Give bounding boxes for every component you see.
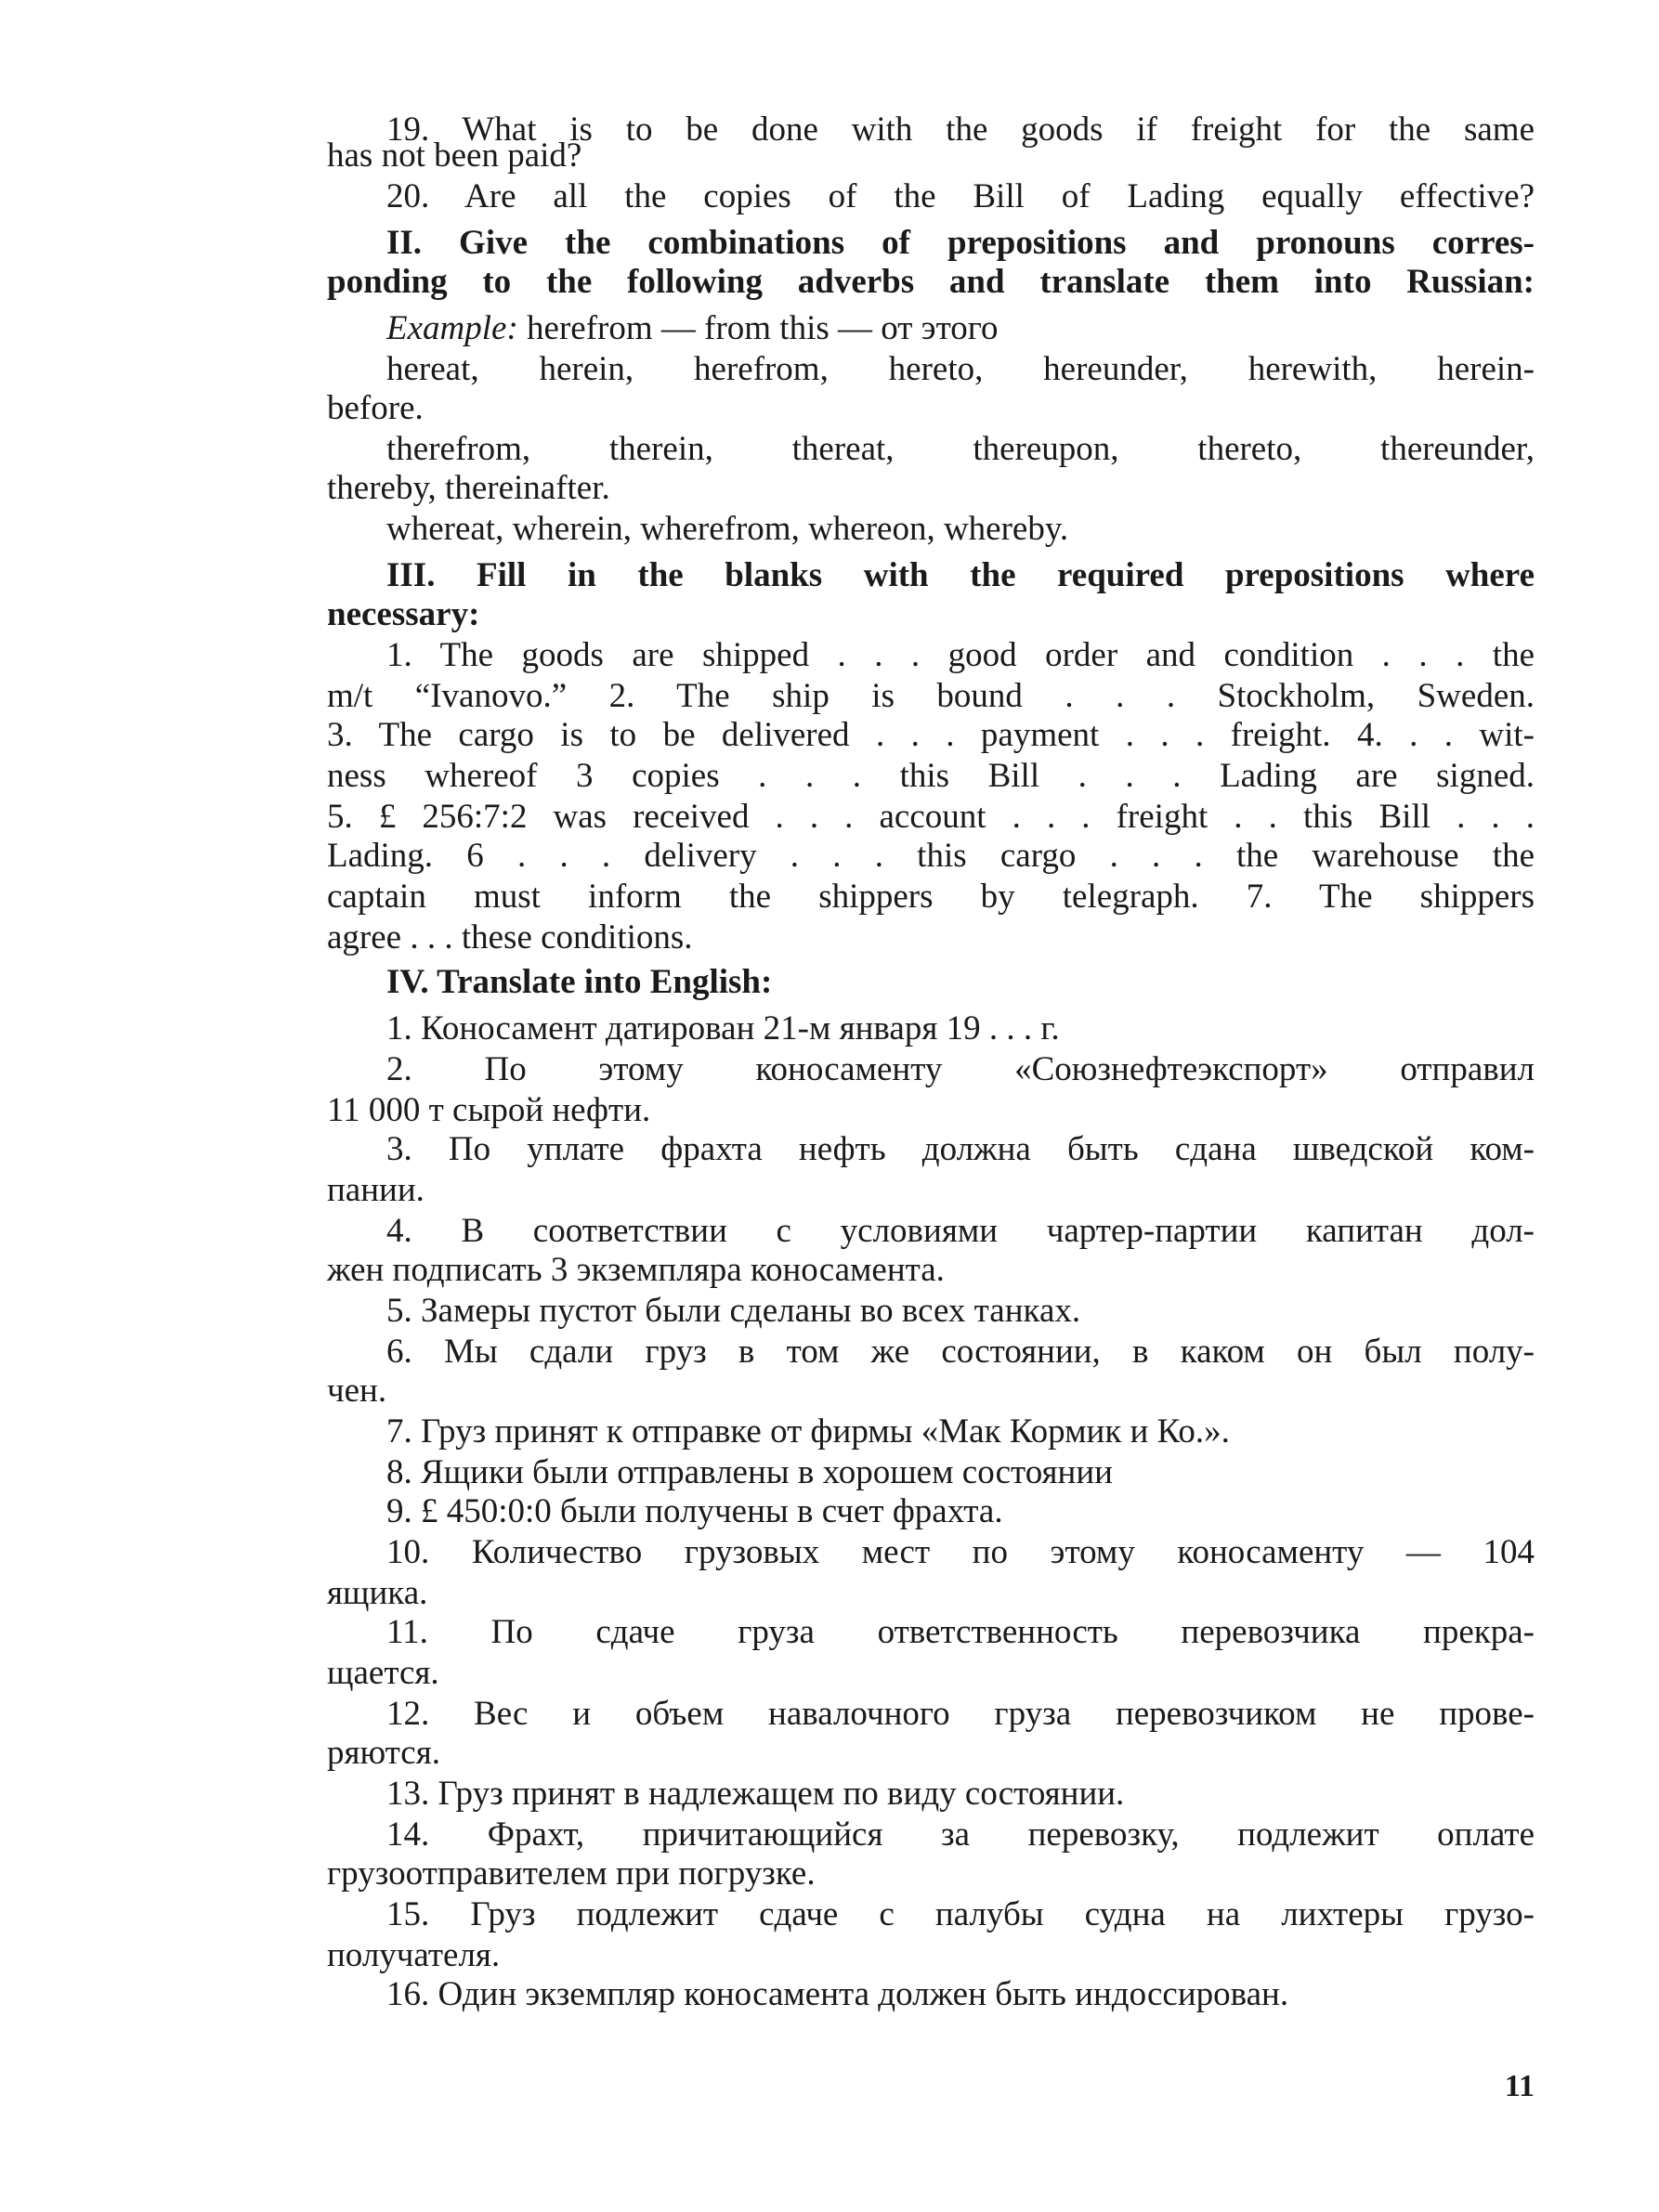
section-heading: IV. Translate into English: — [386, 963, 773, 1001]
text-line: 12. Вес и объем навалочного груза перевозчиком не прове- — [386, 1695, 1535, 1733]
text-line: 3. The cargo is to be delivered . . . payment . . . freight. 4. . . wit- — [327, 716, 1535, 754]
page-number: 11 — [1504, 2069, 1535, 2103]
text-line: captain must inform the shippers by telegraph. 7. The shippers — [327, 878, 1535, 916]
section-heading: II. Give the combinations of prepositions and pronouns corres- — [386, 224, 1535, 262]
text-line: 1. Коносамент датирован 21-м января 19 . . . г. — [386, 1009, 1060, 1047]
text-line: hereat, herein, herefrom, hereto, hereunder, herewith, herein- — [386, 350, 1535, 388]
text-line: 9. £ 450:0:0 были получены в счет фрахта. — [386, 1492, 1003, 1530]
text-line: жен подписать 3 экземпляра коносамента. — [327, 1251, 945, 1289]
section-heading: necessary: — [327, 595, 480, 633]
text-line: 2. По этому коносаменту «Союзнефтеэкспорт» отправил — [386, 1050, 1535, 1088]
text-line: Lading. 6 . . . delivery . . . this cargo . . . the warehouse the — [327, 837, 1535, 875]
text-line: 11. По сдаче груза ответственность перевозчика прекра- — [386, 1613, 1535, 1651]
text-line: чен. — [327, 1372, 387, 1410]
text-line: 6. Мы сдали груз в том же состоянии, в каком он был полу- — [386, 1333, 1535, 1371]
text-line: 1. The goods are shipped . . . good order and condition . . . the — [386, 636, 1535, 674]
text-line: 8. Ящики были отправлены в хорошем состоянии — [386, 1453, 1113, 1491]
text-line: ряются. — [327, 1734, 440, 1772]
text-line: ящика. — [327, 1574, 428, 1612]
text-line: щается. — [327, 1654, 439, 1692]
text-line: пании. — [327, 1171, 425, 1209]
text-line: has not been paid? — [327, 137, 582, 175]
document-page — [327, 110, 1535, 2153]
text-line: 15. Груз подлежит сдаче с палубы судна на лихтеры грузо- — [386, 1895, 1535, 1933]
text-line: 10. Количество грузовых мест по этому коносаменту — 104 — [386, 1533, 1535, 1571]
text-line: 5. £ 256:7:2 was received . . . account . . . freight . . this Bill . . . — [327, 798, 1535, 836]
text-line: 11 000 т сырой нефти. — [327, 1091, 651, 1129]
example-text: herefrom — from this — от этого — [517, 309, 999, 347]
text-line: whereat, wherein, wherefrom, whereon, whereby. — [386, 510, 1069, 548]
section-heading: ponding to the following adverbs and translate them into Russian: — [327, 263, 1535, 301]
text-line: therefrom, therein, thereat, thereupon, thereto, thereunder, — [386, 430, 1535, 468]
text-line: ness whereof 3 copies . . . this Bill . . . Lading are signed. — [327, 757, 1535, 795]
text-line: грузоотправителем при погрузке. — [327, 1854, 816, 1893]
text-line: 19. What is to be done with the goods if freight for the same — [386, 111, 1535, 149]
text-line: 5. Замеры пустот были сделаны во всех танках. — [386, 1292, 1081, 1330]
text-line: thereby, thereinafter. — [327, 469, 610, 507]
text-line: 4. В соответствии с условиями чартер-партии капитан дол- — [386, 1212, 1535, 1250]
text-line: 20. Are all the copies of the Bill of Lading equally effective? — [386, 177, 1535, 215]
text-line: 14. Фрахт, причитающийся за перевозку, подлежит оплате — [386, 1815, 1535, 1854]
text-line: m/t “Ivanovo.” 2. The ship is bound . . . Stockholm, Sweden. — [327, 677, 1535, 715]
text-line: before. — [327, 389, 424, 427]
example-line — [327, 308, 1535, 349]
text-line: получателя. — [327, 1936, 501, 1974]
text-line: 16. Один экземпляр коносамента должен быть индоссирован. — [386, 1975, 1289, 2013]
text-line: 3. По уплате фрахта нефть должна быть сдана шведской ком- — [386, 1130, 1535, 1168]
example-label: Example: — [386, 309, 518, 347]
text-line: 13. Груз принят в надлежащем по виду состоянии. — [386, 1775, 1125, 1813]
section-heading: III. Fill in the blanks with the required prepositions where — [386, 556, 1535, 594]
text-line: agree . . . these conditions. — [327, 918, 693, 956]
text-line: 7. Груз принят к отправке от фирмы «Мак Кормик и Ко.». — [386, 1412, 1230, 1451]
